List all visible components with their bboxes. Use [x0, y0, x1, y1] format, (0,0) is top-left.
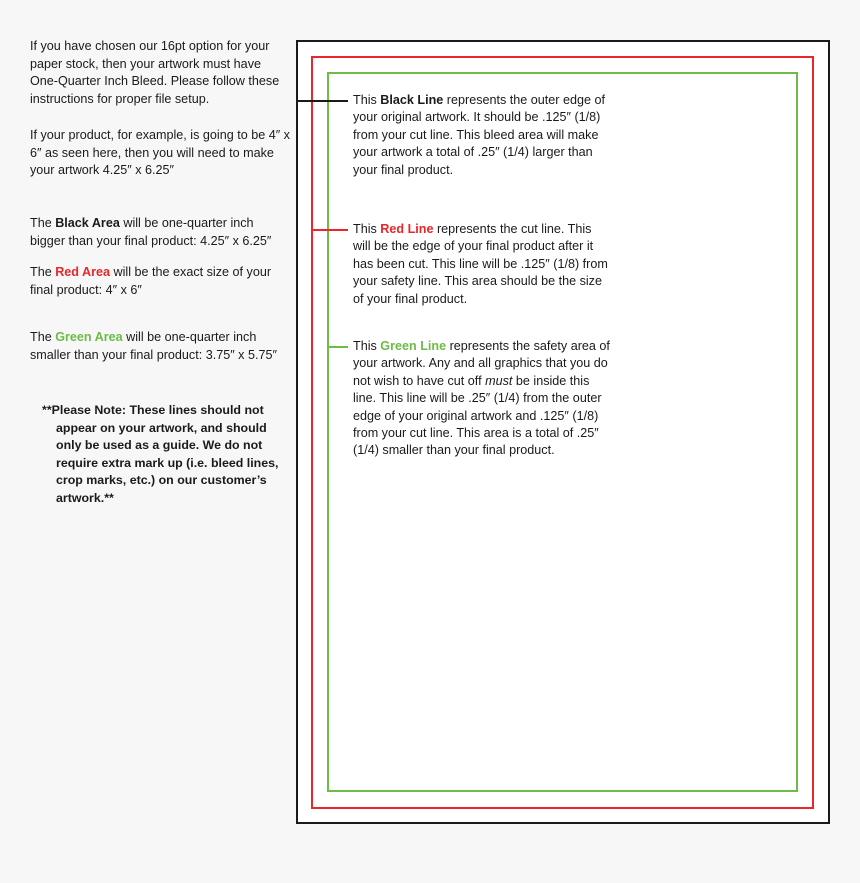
this-prefix: This — [353, 93, 381, 107]
black-area-label: Black Area — [55, 216, 120, 230]
the-prefix: The — [30, 330, 56, 344]
please-note: **Please Note: These lines should not appear on your artwork, and should only be used as a guide. We do not require extra mark up (i.e. bleed lines, crop marks, etc.) on our customer’s artwork.** — [42, 403, 279, 505]
red-area-text: will be the exact size of your final product: 4″ x 6″ — [30, 265, 272, 297]
green-area-label: Green Area — [55, 330, 123, 344]
black-line-leader — [296, 100, 348, 102]
black-line-description — [353, 92, 611, 179]
this-prefix: This — [353, 222, 381, 236]
red-area-label: Red Area — [55, 265, 111, 279]
red-line-leader — [311, 229, 348, 231]
example-paragraph: If your product, for example, is going to be 4″ x 6″ as seen here, then you will need to make your artwork 4.25″ x 6.25″ — [30, 128, 290, 178]
the-prefix: The — [30, 265, 56, 279]
red-line-label: Red Line — [380, 222, 434, 236]
green-line-emphasis: must — [485, 373, 513, 388]
black-line-label: Black Line — [380, 93, 444, 107]
this-prefix: This — [353, 339, 381, 353]
green-line-text-after: be inside this line. This line will be .25″ (1/4) from the outer edge of your original artwork and .125″ (1/8) from your cut line. This area is a total of .25″ (1/4) smaller than your final product. — [353, 373, 602, 458]
green-line-description — [353, 338, 611, 460]
red-line-description — [353, 221, 611, 308]
the-prefix: The — [30, 216, 56, 230]
green-line-leader — [327, 346, 348, 348]
red-area-paragraph — [30, 264, 292, 299]
green-line-label: Green Line — [380, 339, 447, 353]
green-line-text-before: represents the safety area of your artwork. Any and all graphics that you do not wish to have cut off — [353, 339, 610, 388]
black-line-text: represents the outer edge of your original artwork. It should be .125″ (1/8) from your cut line. This bleed area will make your artwork a total of .25″ (1/4) larger than your final product. — [353, 93, 606, 177]
green-area-text: will be one-quarter inch smaller than your final product: 3.75″ x 5.75″ — [30, 330, 277, 362]
black-area-paragraph — [30, 215, 292, 250]
black-area-text: will be one-quarter inch bigger than your final product: 4.25″ x 6.25″ — [30, 216, 272, 248]
intro-paragraph: If you have chosen our 16pt option for your paper stock, then your artwork must have One-Quarter Inch Bleed. Please follow these instructions for proper file setup. — [30, 39, 280, 106]
green-area-paragraph — [30, 329, 292, 364]
red-line-text: represents the cut line. This will be the edge of your final product after it has been cut. This line will be .125″ (1/8) from your safety line. This area should be the size of your final product. — [353, 222, 608, 306]
